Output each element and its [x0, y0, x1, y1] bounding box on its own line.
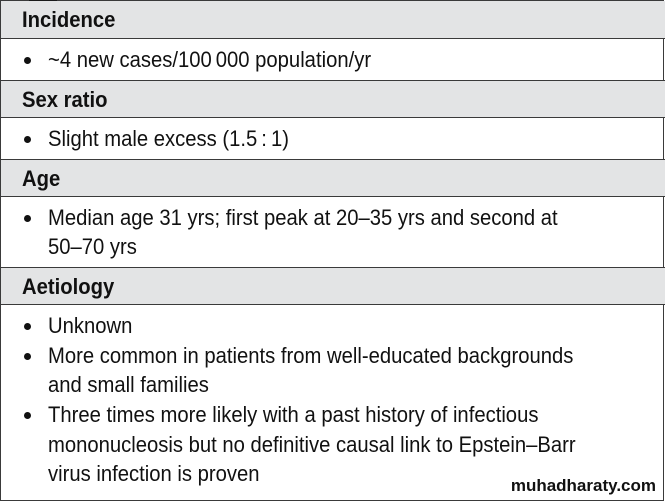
list-item-line: and small families [48, 372, 209, 397]
list-item-line: virus infection is proven [48, 461, 260, 486]
section-heading: Aetiology [22, 274, 115, 299]
section-header-age [1, 159, 665, 197]
bullet-icon [24, 215, 31, 222]
section-header-incidence [1, 1, 665, 39]
list-item: Slight male excess (1.5 : 1) [48, 126, 289, 151]
bullet-icon [24, 136, 31, 143]
bullet-icon [24, 412, 31, 419]
section-heading: Incidence [22, 7, 116, 32]
list-item-line: 50–70 yrs [48, 234, 137, 259]
section-heading: Age [22, 166, 61, 191]
list-item-line: mononucleosis but no definitive causal link to Epstein–Barr [48, 432, 576, 457]
list-item-line: More common in patients from well-educated backgrounds [48, 343, 574, 368]
section-header-aetiology [1, 267, 665, 305]
list-item: ~4 new cases/100 000 population/yr [48, 47, 372, 72]
list-item-line: Unknown [48, 313, 133, 338]
section-header-sex-ratio [1, 80, 665, 118]
bullet-icon [24, 57, 31, 64]
list-item-line: Three times more likely with a past history of infectious [48, 402, 539, 427]
watermark-link[interactable]: muhadharaty.com [508, 476, 659, 496]
bullet-icon [24, 323, 31, 330]
bullet-icon [24, 353, 31, 360]
list-item-line: Median age 31 yrs; first peak at 20–35 yrs and second at [48, 205, 558, 230]
section-heading: Sex ratio [22, 87, 108, 112]
